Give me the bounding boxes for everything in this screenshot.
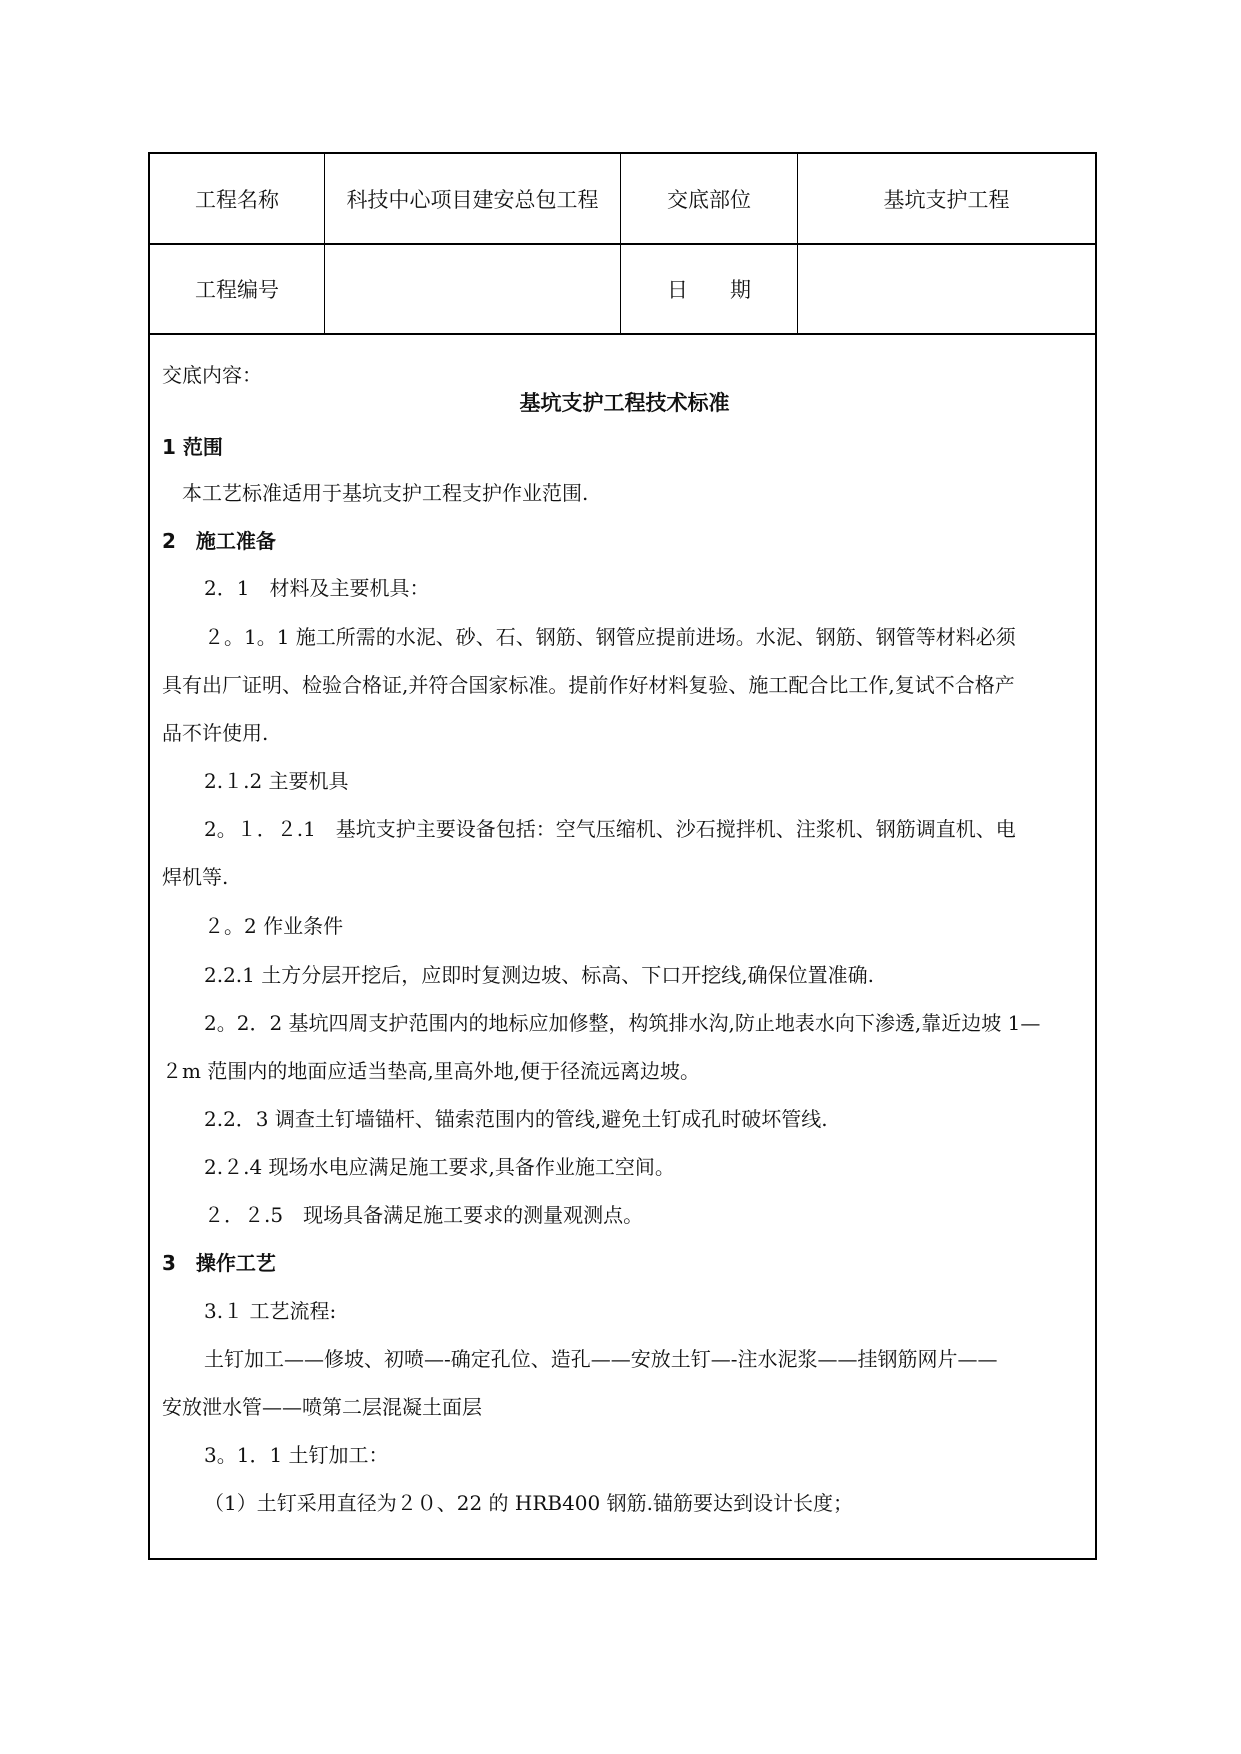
section-3-heading: 3 操作工艺 xyxy=(162,1251,276,1275)
project-name-value: 科技中心项目建安总包工程 xyxy=(346,187,599,212)
paragraph: ２。2 作业条件 xyxy=(204,914,344,938)
section-2-heading: 2 施工准备 xyxy=(162,529,276,553)
paragraph: 3.１ 工艺流程: xyxy=(204,1299,337,1323)
section-1-heading: 1 范围 xyxy=(162,435,223,459)
paragraph: 土钉加工——修坡、初喷—-确定孔位、造孔——安放土钉—-注水泥浆——挂钢筋网片—— xyxy=(204,1347,998,1371)
paragraph: 2。2．2 基坑四周支护范围内的地标应加修整，构筑排水沟,防止地表水向下渗透,靠近边坡 1— xyxy=(204,1011,1041,1035)
project-no-label: 工程编号 xyxy=(195,278,279,302)
handover-part-value: 基坑支护工程 xyxy=(883,187,1010,212)
project-no-value xyxy=(325,245,620,333)
paragraph: 具有出厂证明、检验合格证,并符合国家标准。提前作好材料复验、施工配合比工作,复试不合格产 xyxy=(162,673,1015,697)
content-intro: 交底内容： xyxy=(162,363,262,387)
paragraph: 安放泄水管——喷第二层混凝土面层 xyxy=(162,1395,482,1419)
document-title: 基坑支护工程技术标准 xyxy=(519,391,730,415)
paragraph: 2.2．3 调查土钉墙锚杆、锚索范围内的管线,避免土钉成孔时破坏管线. xyxy=(204,1107,828,1131)
paragraph: 焊机等. xyxy=(162,865,229,889)
paragraph: ２．２.5 现场具备满足施工要求的测量观测点。 xyxy=(204,1203,644,1227)
paragraph: 本工艺标准适用于基坑支护工程支护作业范围. xyxy=(182,481,589,505)
paragraph: ２。1。1 施工所需的水泥、砂、石、钢筋、钢管应提前进场。水泥、钢筋、钢管等材料必须 xyxy=(204,625,1016,649)
paragraph: ２m 范围内的地面应适当垫高,里高外地,便于径流远离边坡。 xyxy=(162,1059,701,1083)
row-divider xyxy=(150,333,1095,335)
paragraph: 2。１．２.1 基坑支护主要设备包括：空气压缩机、沙石搅拌机、注浆机、钢筋调直机、电 xyxy=(204,817,1016,841)
paragraph: 3。1．1 土钉加工： xyxy=(204,1443,389,1467)
paragraph: 2.２.4 现场水电应满足施工要求,具备作业施工空间。 xyxy=(204,1155,675,1179)
paragraph: 2．1 材料及主要机具： xyxy=(204,576,430,600)
handover-part-label: 交底部位 xyxy=(667,187,751,212)
paragraph: （1）土钉采用直径为２０、22 的 HRB400 钢筋.锚筋要达到设计长度； xyxy=(204,1491,853,1515)
handover-form xyxy=(148,152,1097,1560)
date-label: 日 期 xyxy=(667,278,751,302)
paragraph: 品不许使用. xyxy=(162,721,269,745)
paragraph: 2.2.1 土方分层开挖后，应即时复测边坡、标高、下口开挖线,确保位置准确. xyxy=(204,963,874,987)
paragraph: 2.１.2 主要机具 xyxy=(204,769,349,793)
project-name-label: 工程名称 xyxy=(195,187,279,212)
date-value xyxy=(798,245,1095,333)
